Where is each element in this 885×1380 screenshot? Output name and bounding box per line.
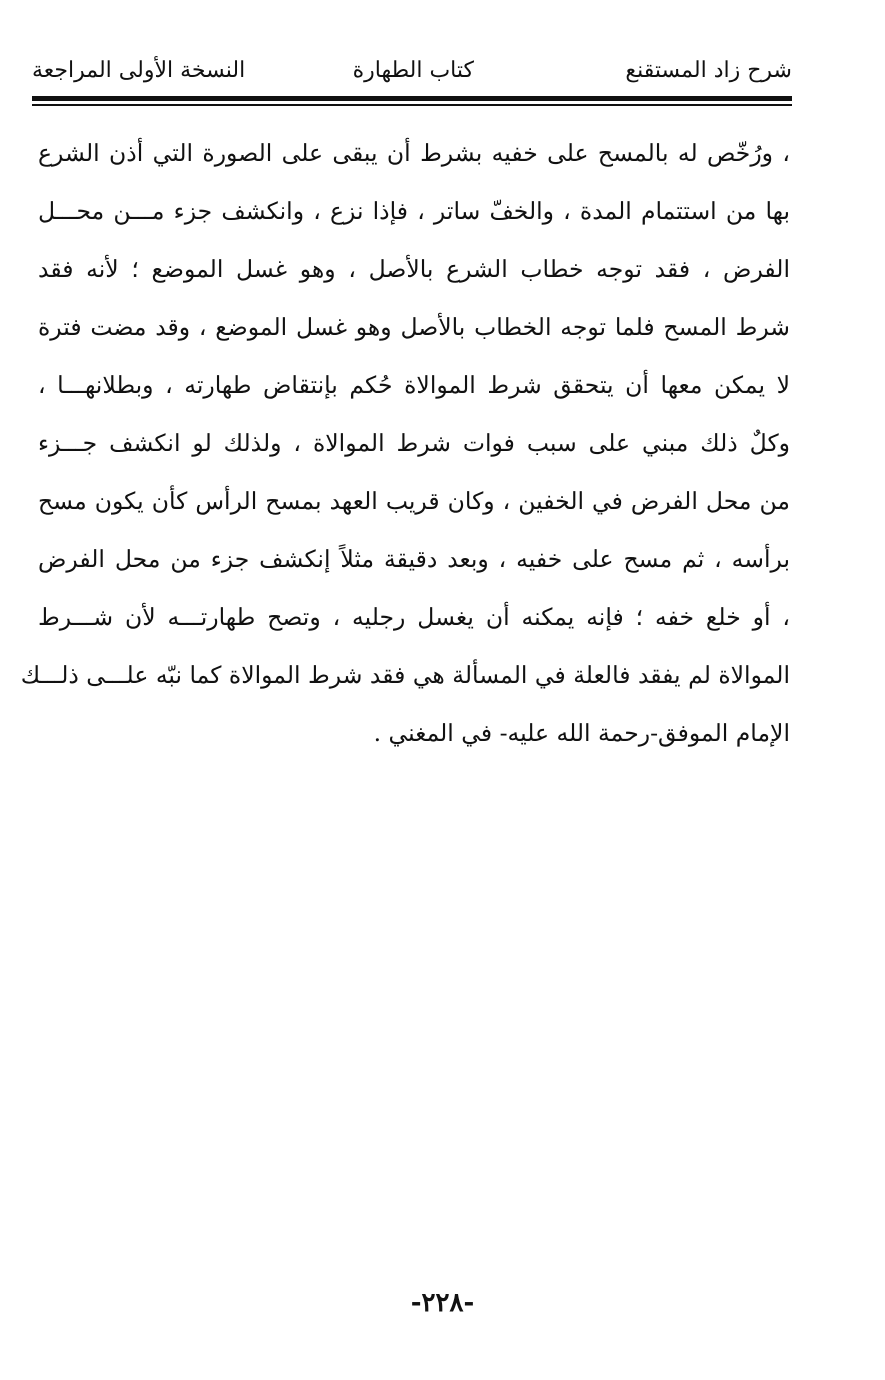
header-rule-thin — [32, 104, 792, 106]
text-line-2: بها من استتمام المدة ، والخفّ ساتر ، فإذا نزع ، وانكشف جزء مـــن محـــل — [38, 197, 790, 225]
text-line-3: الفرض ، فقد توجه خطاب الشرع بالأصل ، وهو غسل الموضع ؛ لأنه فقد — [38, 255, 790, 283]
header-rule-thick — [32, 96, 792, 101]
text-line-8: برأسه ، ثم مسح على خفيه ، وبعد دقيقة مثلاً إنكشف جزء من محل الفرض — [38, 545, 790, 573]
text-line-1: ، ورُخّص له بالمسح على خفيه بشرط أن يبقى على الصورة التي أذن الشرع — [38, 139, 790, 167]
text-line-11: الإمام الموفق-رحمة الله عليه- في المغني . — [373, 719, 790, 747]
header-chapter: كتاب الطهارة — [352, 58, 474, 83]
header-edition: النسخة الأولى المراجعة — [32, 58, 246, 83]
page-number: -٢٢٨- — [410, 1288, 475, 1318]
text-line-10: الموالاة لم يفقد فالعلة في المسألة هي فقد شرط الموالاة كما نبّه علـــى ذلـــك — [20, 661, 790, 689]
text-line-6: وكلٌ ذلك مبني على سبب فوات شرط الموالاة ، ولذلك لو انكشف جـــزء — [38, 429, 790, 457]
body-paragraph — [20, 124, 790, 762]
text-line-9: ، أو خلع خفه ؛ فإنه يمكنه أن يغسل رجليه ، وتصح طهارتـــه لأن شـــرط — [38, 603, 790, 631]
header-book-title: شرح زاد المستقنع — [625, 58, 792, 83]
text-line-4: شرط المسح فلما توجه الخطاب بالأصل وهو غسل الموضع ، وقد مضت فترة — [38, 313, 790, 341]
text-line-7: من محل الفرض في الخفين ، وكان قريب العهد بمسح الرأس كأن يكون مسح — [38, 487, 790, 515]
running-header — [32, 58, 792, 94]
text-line-5: لا يمكن معها أن يتحقق شرط الموالاة حُكم بإنتقاض طهارته ، وبطلانهـــا ، — [38, 371, 790, 399]
